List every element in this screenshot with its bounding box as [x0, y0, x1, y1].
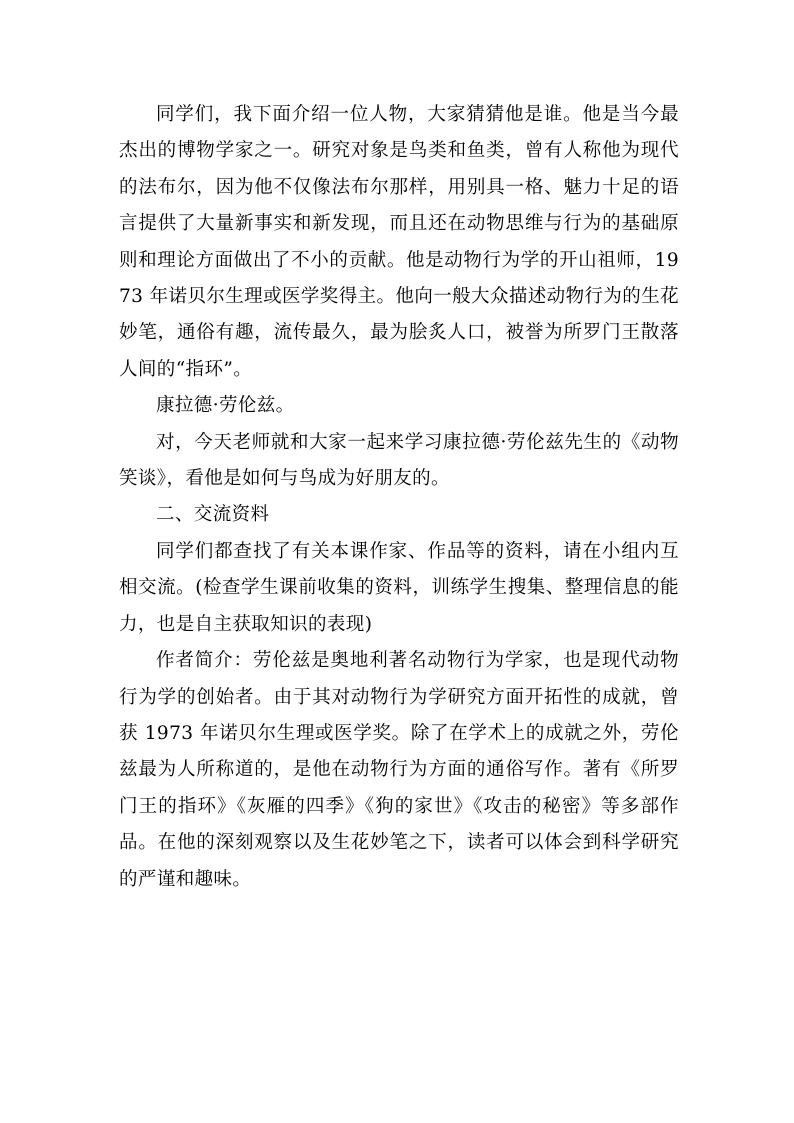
lesson-intro-paragraph: 对，今天老师就和大家一起来学习康拉德·劳伦兹先生的《动物笑谈》，看他是如何与鸟成为好朋友的。: [119, 431, 679, 490]
exchange-paragraph: 同学们都查找了有关本课作家、作品等的资料，请在小组内互相交流。(检查学生课前收集的资料，训练学生搜集、整理信息的能力，也是自主获取知识的表现): [119, 540, 679, 635]
document-body: [119, 97, 679, 898]
section-heading: 二、交流资料: [156, 504, 270, 526]
author-bio-paragraph: 作者简介：劳伦兹是奥地利著名动物行为学家，也是现代动物行为学的创始者。由于其对动物行为学研究方面开拓性的成就，曾获 1973 年诺贝尔生理或医学奖。除了在学术上的成就之外，劳伦兹最为人所称道的，是他在动物行为方面的通俗写作。著有《所罗门王的指环》《灰雁的四季》《狗的家世》《攻击的秘密》等多部作品。在他的深刻观察以及生花妙笔之下，读者可以体会到科学研究的严谨和趣味。: [119, 650, 679, 890]
answer-paragraph: 康拉德·劳伦兹。: [156, 395, 295, 417]
intro-paragraph: 同学们，我下面介绍一位人物，大家猜猜他是谁。他是当今最杰出的博物学家之一。研究对象是鸟类和鱼类，曾有人称他为现代的法布尔，因为他不仅像法布尔那样，用别具一格、魅力十足的语言提供了大量新事实和新发现，而且还在动物思维与行为的基础原则和理论方面做出了不小的贡献。他是动物行为学的开山祖师，1973 年诺贝尔生理或医学奖得主。他向一般大众描述动物行为的生花妙笔，通俗有趣，流传最久，最为脍炙人口，被誉为所罗门王散落人间的“指环”。: [119, 104, 679, 380]
